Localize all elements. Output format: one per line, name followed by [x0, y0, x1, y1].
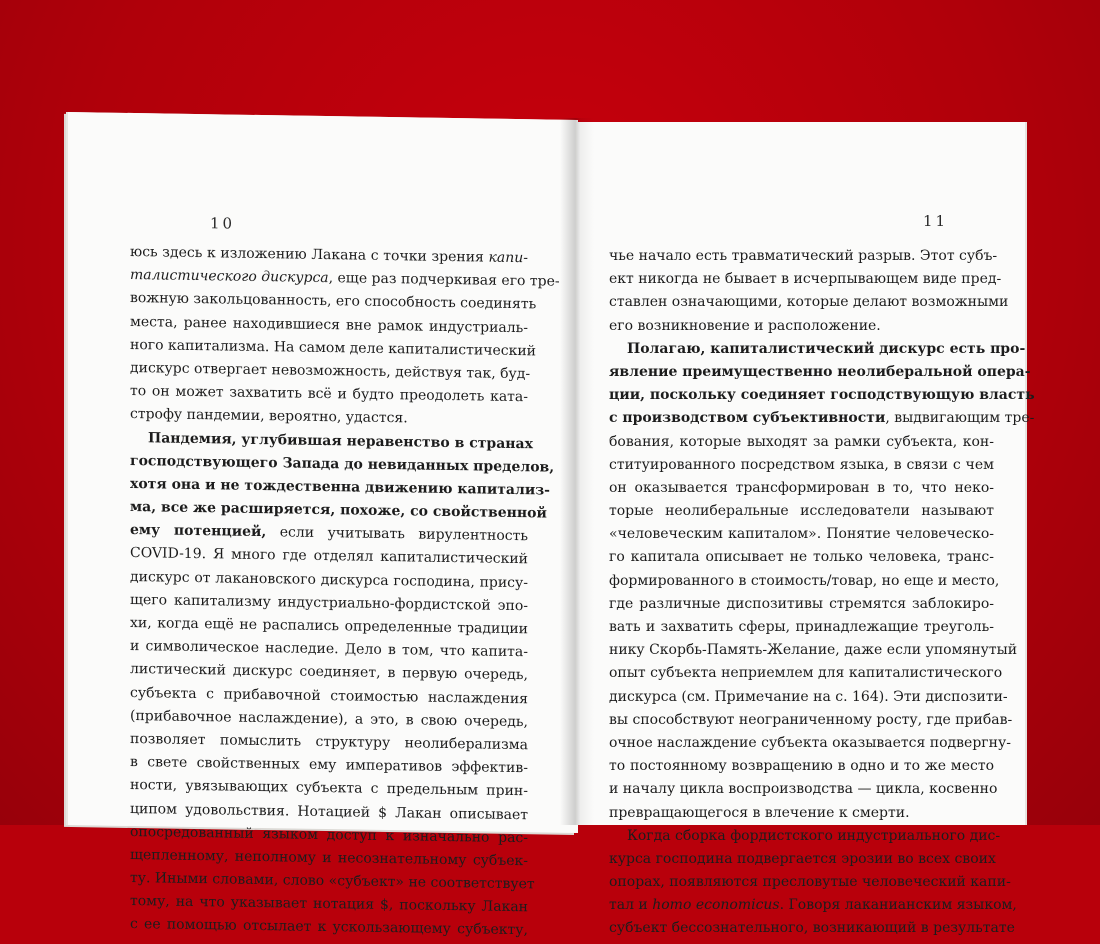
right-page-text-line: формированного в стоимость/товар, но еще и место, — [609, 572, 1000, 589]
left-page-text-line: субъекта с прибавочной стоимостью наслаждения — [130, 684, 528, 707]
right-page-text-line: вы способствуют неограниченному росту, где прибав- — [609, 711, 1013, 728]
left-page-text-line: ему потенцией, если учитывать вирулентность — [130, 522, 528, 545]
right-page-text-line: курса господина подвергается эрозии во всех своих — [609, 850, 996, 867]
right-page-text-line: ции, поскольку соединяет господствующую власть — [609, 387, 1035, 404]
right-page-text-line: превращающегося в влечение к смерти. — [609, 804, 910, 821]
left-page-text-line: в свете свойственных ему императивов эффектив- — [130, 754, 528, 777]
right-page-text-line: бования, которые выходят за рамки субъекта, кон- — [609, 433, 994, 450]
left-page-text-line: с ее помощью отсылает к ускользающему субъекту, — [130, 916, 528, 939]
left-page-text-line: дискурс от лакановского дискурса господина, прису- — [130, 568, 528, 591]
left-page — [68, 112, 578, 939]
left-page-text-line: Пандемия, углубившая неравенство в странах — [148, 429, 533, 452]
right-page-text-line: чье начало есть травматический разрыв. Этот субъ- — [609, 248, 998, 264]
left-page-text-line: вожную закольцованность, его способность соединять — [130, 290, 537, 313]
left-page-text-line: ного капитализма. На самом деле капиталистический — [130, 336, 536, 360]
left-page-text-line: тому, на что указывает нотация $, поскольку Лакан — [130, 893, 528, 916]
right-page-text-line: то постоянному возвращению в одно и то же место — [609, 758, 994, 775]
left-page-text-line: господствующего Запада до невиданных пределов, — [130, 452, 555, 476]
right-page-text-line: опыт субъекта неприемлем для капиталистического — [609, 665, 1003, 682]
right-page-text-line: тал и homo economicus. Говоря лаканианским языком, — [609, 897, 1017, 914]
right-page-text-line: торые неолиберальные исследователи называют — [609, 503, 994, 520]
left-page-text-line: опосредованный языком доступ к изначально рас- — [130, 823, 528, 846]
right-page-text — [609, 245, 1035, 941]
right-page-text-line: с производством субъективности, выдвигающим тре- — [609, 410, 1035, 427]
right-page-text-line: он оказывается трансформирован в то, что неко- — [609, 479, 994, 496]
left-page-text-line: юсь здесь к изложению Лакана с точки зрения капи- — [130, 243, 528, 267]
right-page-text-line: вать и захватить сферы, принадлежащие треуголь- — [609, 619, 994, 635]
right-page-number: 11 — [923, 212, 949, 230]
left-page-text-line: то он может захватить всё и будто преодолеть ката- — [130, 383, 528, 406]
right-page-text-line: очное наслаждение субъекта оказывается подвергну- — [609, 734, 1011, 751]
left-page-text-line: ту. Иными словами, слово «субъект» не соответствует — [130, 870, 535, 893]
right-page-text-line: дискурса (см. Примечание на с. 164). Эти диспозити- — [609, 688, 1008, 705]
left-page-text-line: ципом удовольствия. Нотацией $ Лакан описывает — [130, 800, 528, 823]
left-page-text-line: талистического дискурса, еще раз подчеркивая его тре- — [130, 267, 560, 290]
left-page-text-line: ма, все же расширяется, похоже, со свойственной — [130, 499, 547, 522]
right-page-text-line: Полагаю, капиталистический дискурс есть про- — [627, 340, 1026, 357]
left-page-text-line: строфу пандемии, вероятно, удастся. — [130, 406, 408, 427]
right-page-text-line: Когда сборка фордистского индустриального дис- — [627, 827, 1001, 844]
right-page-text-line: опорах, появляются пресловутые человеческий капи- — [609, 874, 1011, 891]
right-page-text-line: и началу цикла воспроизводства — цикла, косвенно — [609, 781, 998, 798]
left-page-text-line: COVID-19. Я много где отделял капиталистический — [130, 545, 528, 568]
left-page-text-line: места, ранее находившиеся вне рамок индустриаль- — [130, 313, 528, 336]
left-page-text-line: хотя она и не тождественна движению капитализ- — [130, 475, 550, 499]
right-page-text-line: ституированного посредством языка, в связи с чем — [609, 456, 994, 473]
right-page-text-line: явление преимущественно неолиберальной опера- — [609, 363, 1031, 380]
left-page-text-line: листический дискурс соединяет, в первую очередь, — [130, 661, 528, 684]
book-gutter — [560, 118, 594, 825]
right-page-text-line: «человеческим капиталом». Понятие человеческо- — [609, 526, 994, 543]
right-page — [578, 122, 1035, 937]
right-page-text-line: где различные диспозитивы стремятся заблокиро- — [609, 595, 994, 612]
left-page-text-line: дискурс отвергает невозможность, действуя так, буд- — [130, 359, 531, 383]
left-page-text-line: щего капитализму индустриально-фордистской эпо- — [130, 591, 528, 615]
left-page-text-line: щепленному, неполному и несознательному субъек- — [130, 846, 528, 870]
left-page-text-line: и символическое наследие. Дело в том, что капита- — [130, 638, 528, 661]
right-page-text-line: субъект бессознательного, возникающий в результате — [609, 920, 1015, 937]
right-page-text-line: ект никогда не бывает в исчерпывающем виде пред- — [609, 271, 1002, 288]
left-page-text-line: позволяет помыслить структуру неолиберализма — [130, 730, 528, 754]
left-page-number: 10 — [210, 214, 236, 233]
left-page-text — [130, 241, 560, 943]
left-page-text-line: ности, увязывающих субъекта с предельным прин- — [130, 777, 528, 800]
right-page-text-line: его возникновение и расположение. — [609, 317, 881, 334]
right-page-text-line: ставлен означающими, которые делают возможными — [609, 294, 1009, 311]
left-page-text-line: хи, когда ещё не распались определенные традиции — [130, 614, 528, 638]
left-page-text-line: (прибавочное наслаждение), а это, в свою очередь, — [130, 707, 528, 730]
right-page-text-line: нику Скорбь-Память-Желание, даже если упомянутый — [609, 642, 1018, 659]
right-page-text-line: го капитала описывает не только человека, транс- — [609, 549, 994, 566]
